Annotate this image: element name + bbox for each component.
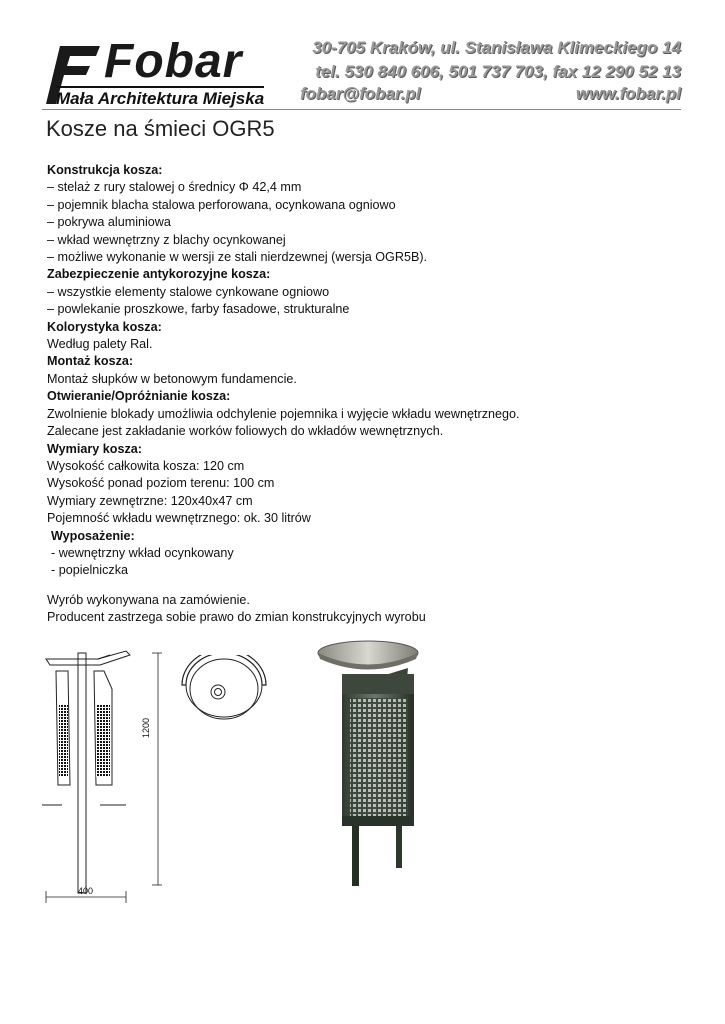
spec-line: Wysokość ponad poziom terenu: 100 cm [47,476,275,491]
section-heading-dimensions: Wymiary kosza: [47,441,142,456]
spec-line: – wszystkie elementy stalowe cynkowane ogniowo [47,284,330,299]
header-divider [42,109,681,110]
spec-line: – możliwe wykonanie w wersji ze stali nierdzewnej (wersja OGR5B). [47,250,428,265]
spec-line: Montaż słupków w betonowym fundamencie. [47,371,297,386]
page-title: Kosze na śmieci OGR5 [46,116,275,141]
company-phones: tel. 530 840 606, 501 737 703, fax 12 290 52 13 [315,62,681,81]
footer-note: Producent zastrzega sobie prawo do zmian konstrukcyjnych wyrobu [47,610,426,625]
section-heading-construction: Konstrukcja kosza: [47,163,163,177]
spec-line: Zwolnienie blokady umożliwia odchylenie pojemnika i wyjęcie wkładu wewnętrznego. [47,406,520,421]
spec-line: – powlekanie proszkowe, farby fasadowe, strukturalne [47,302,350,317]
spec-line: - wewnętrzny wkład ocynkowany [51,545,234,560]
spec-line: Pojemność wkładu wewnętrznego: ok. 30 litrów [47,511,311,526]
brand-tagline: Mała Architektura Miejska [56,86,264,109]
section-heading-opening: Otwieranie/Opróżnianie kosza: [47,389,231,404]
width-dimension-label: 400 [78,886,94,896]
section-heading-mounting: Montaż kosza: [47,354,134,369]
footer-note: Wyrób wykonywana na zamówienie. [47,592,250,607]
height-dimension-label: 1200 [141,717,151,738]
company-email[interactable]: fobar@fobar.pl [300,84,421,103]
company-website[interactable]: www.fobar.pl [575,84,681,103]
spec-line: – stelaż z rury stalowej o średnicy Φ 42,4 mm [47,180,302,195]
spec-line: - popielniczka [51,563,129,578]
side-view-drawing [40,645,170,910]
spec-line: Zalecane jest zakładanie worków foliowych do wkładów wewnętrznych. [47,424,444,439]
spec-line: Według palety Ral. [47,337,153,352]
section-heading-colors: Kolorystyka kosza: [47,319,162,334]
brand-name: Fobar [104,35,243,88]
spec-line: Wymiary zewnętrzne: 120x40x47 cm [47,493,253,508]
top-view-drawing [178,655,270,730]
spec-line: – wkład wewnętrzny z blachy ocynkowanej [47,232,286,247]
company-logo [42,35,274,110]
spec-line: Wysokość całkowita kosza: 120 cm [47,458,245,473]
product-photo [312,628,432,890]
section-heading-equipment: Wyposażenie: [51,528,135,543]
spec-line: – pokrywa aluminiowa [47,215,171,230]
spec-line: – pojemnik blacha stalowa perforowana, ocynkowana ogniowo [47,197,396,212]
section-heading-corrosion: Zabezpieczenie antykorozyjne kosza: [47,267,271,282]
product-specification [47,162,687,627]
company-address: 30-705 Kraków, ul. Stanisława Klimeckiego 14 [312,38,681,57]
